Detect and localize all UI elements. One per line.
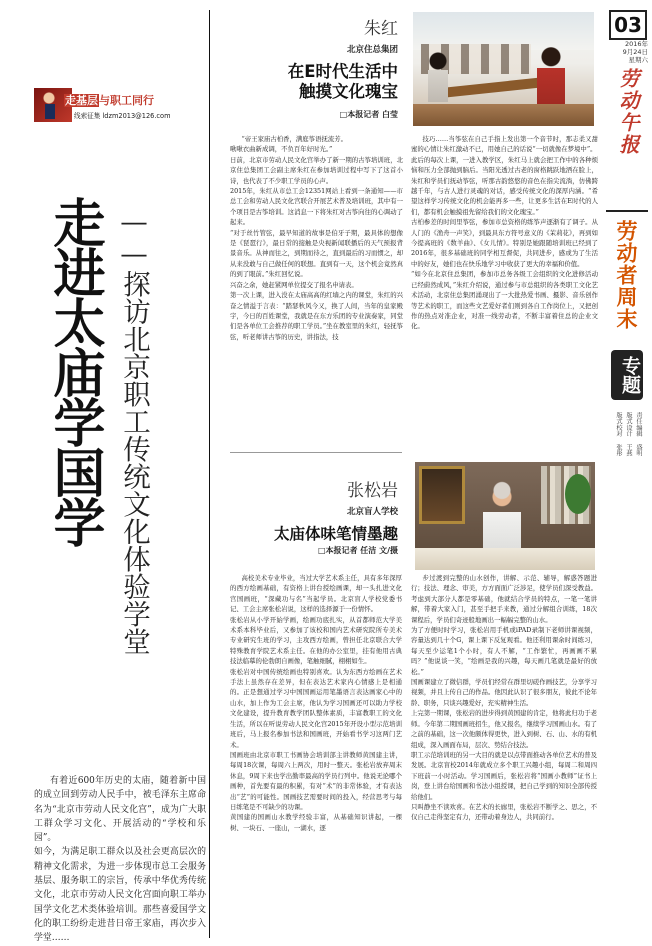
column-logo <box>34 88 171 122</box>
story1-text-left: “帝王家庙古柏香，满庭筝语抚流芳。 啾啾衣曲新成调，不负百年好时光。” 日前，北京市劳动人民文化宫举办了新一期的古筝培训班，北京住总集团工会副主席朱红在参加培训过程中写下了这首小诗，也代表了不少职工学员的心声。 2015年，朱红从市总工会12351网站上看到一条通知——市总工会和劳动人民文化宫联合开展艺术普及培训班，其中有一个项目是古筝培训。这消息一下将朱红对古筝向往的心调动了起来。 “对于丝竹管弦，最早知道的故事是伯牙子期，最具体的想像是《琵琶行》，最日常的接触是央视新闻联播后的天气预报背景音乐。从神而往之，到期而待之，直到最后的习而惯之，却从来没敢与自己做任何的联想。直到有一天，这个机会竟然真的到了眼前。”朱红回忆说。 兴奋之余，她赶紧网单位提交了报名申请表。 第一次上课，进入没在太庙高高的红墙之内的课堂，朱红的兴奋之情溢于言表：“踏瑟秋风今又，换了人间，当年的皇家殿宇，今日的百姓课堂，我就是在东方乐团的专业演奏家，同堂们是各单位工会推荐的职工学员。”坐在教室里的朱红，轻抚筝弦，听老师讲古筝的历史，讲指法，技 <box>230 135 403 341</box>
story1-byline: □本报记者 白莹 <box>339 110 398 119</box>
story-divider <box>230 452 402 453</box>
story2-photo-painter <box>415 462 595 570</box>
story2-text-right: 步过渡到完整的山水创作，讲解、示范、辅导，解惑答题进行；技法、理念、审美，方方面面广泛涉足，使学员们深受教益。考虑到大部分人都是零基础，他就结合学员的特点，一笔一笔讲解，带着大家入门，甚至手把手来教，通过分解组合训练，18次课程后，学员们奇迹般地画出一幅幅完整的山水。 为了方便时时学习，张松岩用手机或iPAD录制下老师讲课视频，容量达到几十个G，课上课下反复观看。他还利用课余时间练习，每天至少运笔1个小时，有人不解，“工作繁忙，再画画不累吗？”他说谈一笑，“绘画是我的兴趣，每天画几笔就是最好的放松。” 国画课建立了微信群，学员们经常在群里切磋作画技艺，分享学习视频，并且上传自己的作品。他因此认识了很多朋友，彼此不论年龄、职务，只谈兴趣爱好，充实精神生活。 上完第一期课，张松岩的进步得到黄国建的肯定，他将此归功于老师。今年第二期国画班招生，他又报名，继续学习国画山水。有了之前的基础，这一次他颇体得更快，进入到树、石、山、水的有机组成，深入画面布局，层次、势结合技法。 职工示范培训班的另一大目的就是以点带面推动各单位艺术的普及发展。北京盲校2014年就成立多个职工兴趣小组，每周二和周四下班前一小时活动。学习国画后，张松岩将“国画小教师”证书上岗，登上讲台给国画和书法小组授课，把自己学到的知识全部传授给他们。 只叫静坐不读欢喜。在艺术的长廊里，张松岩不断学之、思之，不仅自己走得坚定有力，还带动着身边人，共同前行。 <box>411 574 597 822</box>
section-title: 劳动者周末 <box>614 220 638 330</box>
main-title: 走进太庙学国学 <box>44 196 104 546</box>
photo-portrait-frame <box>419 466 465 524</box>
credit-editor: 责任编辑 盛明 <box>635 412 642 457</box>
column-logo-title-a: 走基层 <box>65 94 98 107</box>
issue-weekday: 星期六 <box>628 56 648 64</box>
issue-day: 9月24日 <box>622 48 648 56</box>
column-logo-worker-figure <box>38 91 60 119</box>
story2-unit: 北京盲人学校 <box>346 507 398 517</box>
story2-headline: 太庙体味笔情墨趣 <box>273 525 398 543</box>
photo-woman-red <box>531 46 571 106</box>
photo-painting-desk <box>415 548 595 570</box>
photo-plant <box>565 474 591 514</box>
story1-headline <box>232 62 398 102</box>
page-number-box <box>609 10 647 40</box>
story1-headline-line2: 触摸文化瑰宝 <box>299 82 398 101</box>
column-logo-email: 线索征集 ldzm2013@126.com <box>74 112 171 120</box>
story2-name: 张松岩 <box>347 481 398 501</box>
intro-paragraph: 有着近600年历史的太庙，随着新中国的成立回到劳动人民手中，被毛泽东主席命名为“北京市劳动人民文化宫”，成为广大职工群众学习文化、开展活动的“学校和乐园”。 如今，为满足职工群众以及社会更高层次的精神文化需求，为进一步体现市总工会服务基层、服务职工的宗旨，传承中华优秀传统文化，北京市劳动人民文化宫面向职工举办国学文化艺术类体验培训。那些喜爱国学文化的职工纷纷走进昔日帝王家庙，再次步入学堂…… <box>34 776 206 944</box>
story2-byline: □本报记者 任洁 文/摄 <box>317 546 398 555</box>
story1-photo-guzheng-class <box>413 12 594 126</box>
story1-headline-line1: 在E时代生活中 <box>287 62 398 81</box>
subtitle: ——探访北京职工传统文化体验学堂 <box>118 206 150 655</box>
photo-woman-left <box>423 52 453 102</box>
page-number: 03 <box>614 13 642 37</box>
story2-text-left: 高校美术专业毕业，当过大学艺术系主任，具有多年深厚的西方绘画基础，有资格上讲台授绘画课，却一头扎进文化宫国画班，“深藏功与名”当起学员。北京盲人学校党委书记、工会主席张松岩说，这样的选择源于一份情怀。 张松岩从小学开始学画，绘画功底扎实，从首都师范大学美术系本科毕业后，又参加了该校和国内艺术研究院所专美术专业研究生班的学习，主攻西方绘画，曾担任北京联合大学特殊教育学院艺术系主任。在他的办公室里，挂有他用古典技法临摹的伦勃朗自画像，笔触细腻，栩栩如生。 张松岩对中国传统绘画也特别喜欢。认为东西方绘画在艺术手法上虽然存在差异，但在表达艺术家内心情感上是相通的。正是想通过学习中国国画运用笔墨语言表达画家心中的山水，加上作为工会主席，他认为学习国画还可以助力学校文化建设，提升教育教学团队整体素质，丰富教职工的文化生活，所以在听说劳动人民文化宫2015年开设小型示范培训班后，马上报名参加书法和国画班，开始看书学习这两门艺术。 国画班由北京市职工书画协会培训部主讲教师黄国建主讲，每周18次课，每周六上两次，用时一整天。张松岩放弃周末休息，9周下来也学出勤率最高的学员行列中。他说无论哪个画种，首先要有最的积累，有对“术”的非常体验，才有表达出“艺”的可能性。国画技艺需要时间的投入，经营思考与每日练笔是不可缺少的功课。 黄国建的国画山水教学经验丰富，从基础知识讲起，一棵树、一块石、一座山，一湖水，逐 <box>230 574 402 832</box>
sidebar-rule <box>606 210 648 212</box>
masthead-logo: 劳动午报 <box>616 68 640 156</box>
credit-design: 版式设计 王燕 <box>625 412 632 457</box>
story1-unit: 北京住总集团 <box>346 45 398 55</box>
special-label: 专题 <box>619 356 641 394</box>
issue-date <box>606 40 648 64</box>
column-divider <box>209 10 210 938</box>
editor-credits <box>614 412 643 512</box>
issue-year: 2016年 <box>624 40 648 48</box>
column-logo-title-b: 与职工同行 <box>99 94 154 107</box>
story1-text-right: 技巧……当筝弦在自己手指上发出第一个音节时，那志柔又甜蜜的心情让朱红激动不已，用她自己的话说“一切就像在梦境中”。 此后的每次上课，一进入教学区，朱红马上就会把工作中的各种烦恼和压力全部抛到脑后。当阳光透过古老的窗格跳跃地洒在脸上，朱红和学员们抚动筝弦，听那古韵悠悠的音色在指尖流淌，仿佛跨越千年，与古人进行灵魂的对话，感受传统文化的深厚内涵。“希望这样学习传统文化的机会能再多一些，让更多生活在E时代的人们，都有机会触摸祖先留给我们的文化瑰宝。” 古柏参差的时间里筝弦，参加市总资格的练筝声逐渐有了调子。从人门的《渔舟一声笑》，到最具东方符号意义的《茉莉花》，再到如今提高班的《数羊曲》、《女儿情》。特别是她跟随培训班已经到了2016年，很多基础班的同学相互督促，共同进步，感或为了生活中的好友，她们也在快乐地学习中收获了更大的幸福和价值。 “如今在北京住总集团，参加市总务各级工会组织的文化进修活动已经蔚然成风，”朱红介绍说，通过参与市总组织的各类职工文化艺术活动，北京住总集团涌现出了一大批热爱书画、摄影、音乐创作等艺术的职工，而这些文艺爱好者们则到各自工作岗位上，又把创作的热点对准企业，对准一线劳动者，不断丰富着住总的企业文化。 <box>411 135 598 331</box>
story1-name: 朱红 <box>364 19 398 39</box>
credit-proof: 版式校对 张彤 <box>615 412 622 457</box>
photo-man <box>477 478 527 556</box>
photo-table <box>413 104 594 126</box>
